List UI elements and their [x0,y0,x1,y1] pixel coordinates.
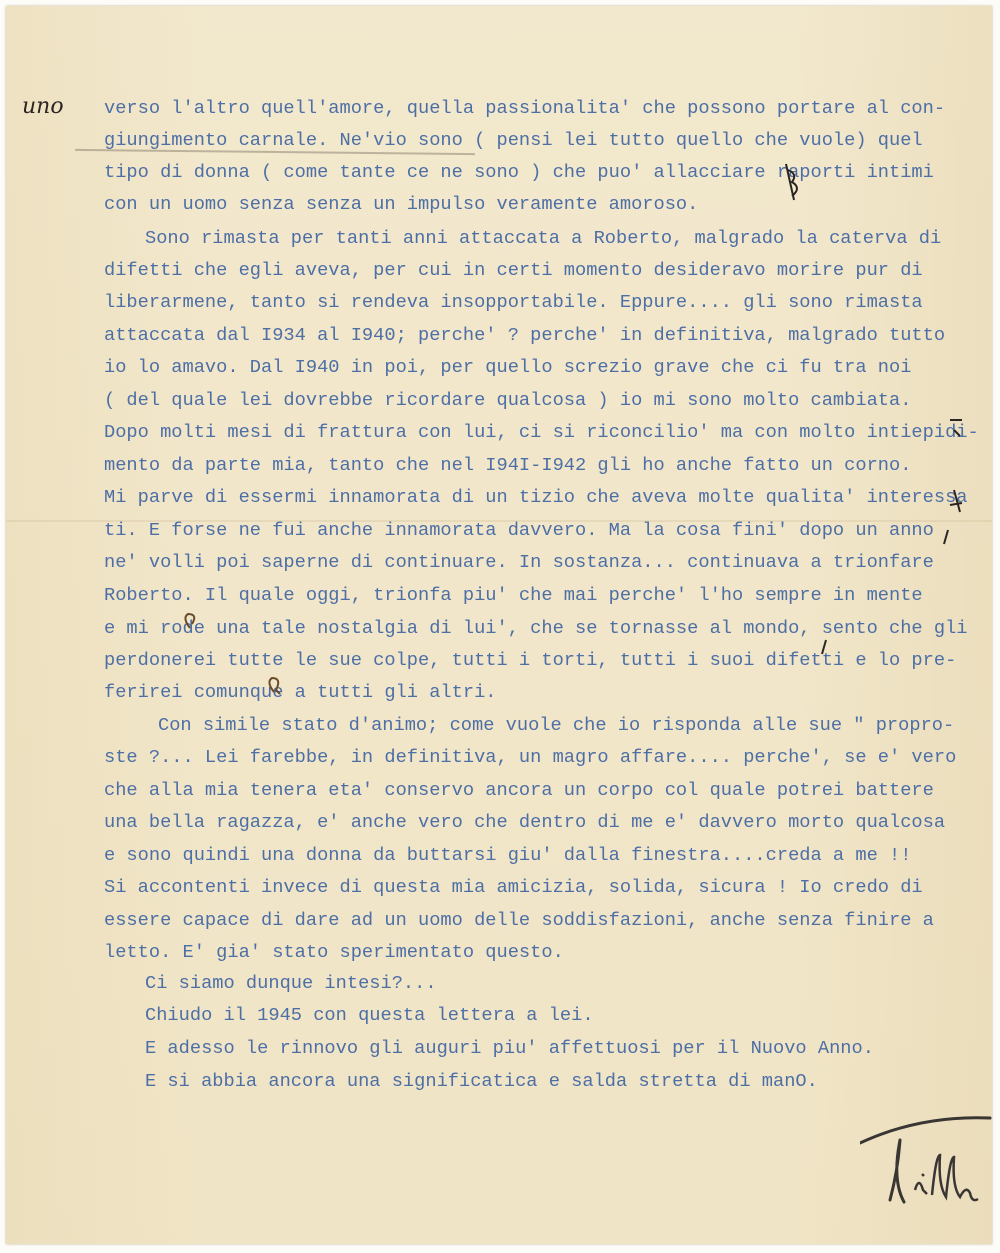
text-line: mento da parte mia, tanto che nel I94I-I942 gli ho anche fatto un corno. [104,454,912,476]
text-line: ( del quale lei dovrebbe ricordare qualcosa ) io mi sono molto cambiata. [104,389,912,411]
text-line: Sono rimasta per tanti anni attaccata a Roberto, malgrado la caterva di [145,227,942,249]
text-line: letto. E' gia' stato sperimentato questo. [104,941,564,963]
signature [860,1090,995,1215]
text-line: e sono quindi una donna da buttarsi giu' dalla finestra....creda a me !! [104,844,912,866]
text-line: perdonerei tutte le sue colpe, tutti i torti, tutti i suoi difetti e lo pre- [104,649,957,671]
text-line: ferirei comunque a tutti gli altri. [104,681,497,703]
text-line: difetti che egli aveva, per cui in certi momento desideravo morire pur di [104,259,923,281]
text-line: Roberto. Il quale oggi, trionfa piu' che mai perche' l'ho sempre in mente [104,584,923,606]
text-line: che alla mia tenera eta' conservo ancora un corpo col quale potrei battere [104,779,934,801]
text-line: io lo amavo. Dal I940 in poi, per quello screzio grave che ci fu tra noi [104,356,912,378]
text-line: E si abbia ancora una significatica e salda stretta di manO. [145,1070,818,1092]
text-line: Ci siamo dunque intesi?... [145,972,437,994]
text-line: e mi rode una tale nostalgia di lui', che se tornasse al mondo, sento che gli [104,617,968,639]
text-line: Si accontenti invece di questa mia amicizia, solida, sicura ! Io credo di [104,876,923,898]
text-line: ti. E forse ne fui anche innamorata davvero. Ma la cosa fini' dopo un anno [104,519,934,541]
text-line: Chiudo il 1945 con questa lettera a lei. [145,1004,594,1026]
text-line: E adesso le rinnovo gli auguri piu' affettuosi per il Nuovo Anno. [145,1037,874,1059]
text-line: attaccata dal I934 al I940; perche' ? perche' in definitiva, malgrado tutto [104,324,946,346]
text-line: verso l'altro quell'amore, quella passionalita' che possono portare al con- [104,97,946,119]
text-line: Mi parve di essermi innamorata di un tizio che aveva molte qualita' interessa [104,486,968,508]
text-line: ne' volli poi saperne di continuare. In sostanza... continuava a trionfare [104,551,934,573]
text-line: una bella ragazza, e' anche vero che dentro di me e' davvero morto qualcosa [104,811,946,833]
text-line: con un uomo senza senza un impulso veramente amoroso. [104,193,699,215]
text-line: liberarmene, tanto si rendeva insopportabile. Eppure.... gli sono rimasta [104,291,923,313]
margin-note: uno [22,94,64,119]
text-line: ste ?... Lei farebbe, in definitiva, un magro affare.... perche', se e' vero [104,746,957,768]
text-line: Dopo molti mesi di frattura con lui, ci si riconcilio' ma con molto intiepidi- [104,421,979,443]
text-line: tipo di donna ( come tante ce ne sono ) che puo' allacciare raporti intimi [104,161,934,183]
text-line: Con simile stato d'animo; come vuole che io risponda alle sue " propro- [158,714,955,736]
text-line: giungimento carnale. Ne'vio sono ( pensi lei tutto quello che vuole) quel [104,129,923,151]
text-line: essere capace di dare ad un uomo delle soddisfazioni, anche senza finire a [104,909,934,931]
